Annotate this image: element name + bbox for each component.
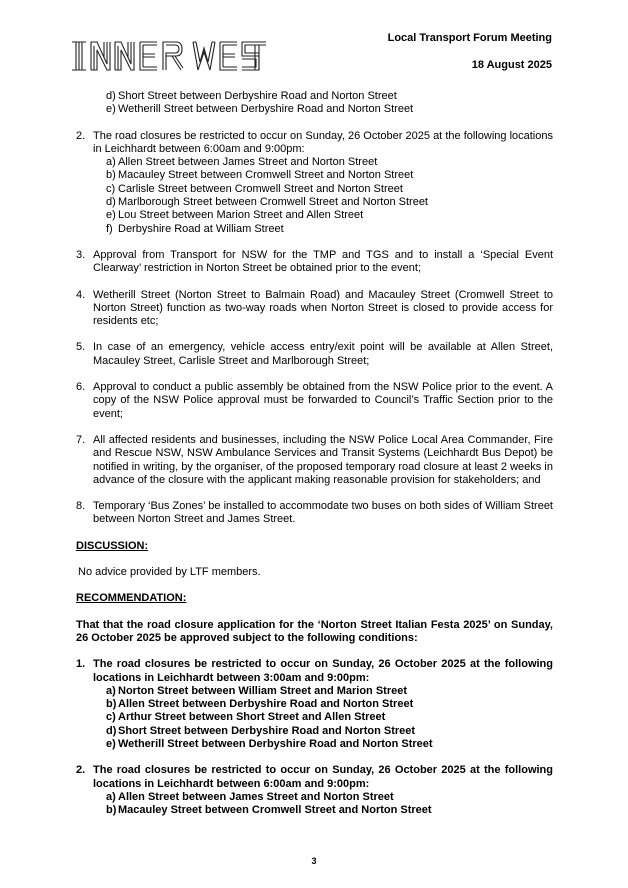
condition-item: 7. All affected residents and businesses, including the NSW Police Local Area Commander, Fire and Rescue NSW, NSW Ambulance Services and Transit Systems (Leichhardt Bus Depot) be notified in writing, by the organiser, of the proposed temporary road closure at least 2 weeks in advance of the closure with the applicant making reasonable provision for stakeholders; and	[76, 433, 553, 486]
list-item: a) Allen Street between James Street and Norton Street	[106, 156, 378, 169]
discussion-heading: DISCUSSION:	[76, 539, 149, 552]
condition-item: 8. Temporary ‘Bus Zones’ be installed to accommodate two buses on both sides of William Street between Norton Street and James Street.	[76, 500, 553, 526]
meeting-title: Local Transport Forum Meeting	[387, 32, 552, 44]
list-item: b) Allen Street between Derbyshire Road and Norton Street	[106, 698, 414, 711]
inner-west-logo	[71, 40, 267, 72]
recommendation-item: 1. The road closures be restricted to occur on Sunday, 26 October 2025 at the following locations in Leichhardt between 3:00am and 9:00pm:	[76, 658, 553, 684]
list-item: d) Marlborough Street between Cromwell Street and Norton Street	[106, 196, 428, 209]
recommendation-intro: That that the road closure application for the ‘Norton Street Italian Festa 2025’ on Sunday, 26 October 2025 be approved subject to the following conditions:	[76, 618, 553, 644]
document-body	[76, 90, 553, 817]
list-item: e) Wetherill Street between Derbyshire Road and Norton Street	[106, 737, 433, 750]
intro-sublist	[76, 90, 553, 117]
condition-item: 3. Approval from Transport for NSW for the TMP and TGS and to install a ‘Special Event Clearway’ restriction in Norton Street be obtained prior to the event;	[76, 248, 553, 275]
list-item: e) Lou Street between Marion Street and Allen Street	[106, 209, 364, 222]
recommendation-item: 2. The road closures be restricted to occur on Sunday, 26 October 2025 at the following locations in Leichhardt between 6:00am and 9:00pm:	[76, 764, 553, 790]
list-item: d) Short Street between Derbyshire Road and Norton Street	[106, 90, 397, 102]
recommendation-heading: RECOMMENDATION:	[76, 592, 187, 605]
list-item: f) Derbyshire Road at William Street	[106, 222, 284, 235]
logo-text: INNER WEST	[71, 40, 78, 41]
list-item: e) Wetherill Street between Derbyshire Road and Norton Street	[106, 103, 414, 116]
list-item: c) Arthur Street between Short Street and Allen Street	[106, 711, 386, 724]
condition-item: 6. Approval to conduct a public assembly be obtained from the NSW Police prior to the event. A copy of the NSW Police approval must be forwarded to Council’s Traffic Section prior to the event;	[76, 381, 553, 420]
list-item: b) Macauley Street between Cromwell Street and Norton Street	[106, 169, 414, 182]
list-item: d) Short Street between Derbyshire Road and Norton Street	[106, 724, 416, 737]
list-item: c) Carlisle Street between Cromwell Street and Norton Street	[106, 182, 403, 195]
page-number: 3	[311, 856, 317, 866]
meeting-date: 18 August 2025	[471, 59, 552, 71]
discussion-text: No advice provided by LTF members.	[78, 566, 261, 579]
list-item: a) Allen Street between James Street and Norton Street	[106, 790, 394, 803]
list-item: a) Norton Street between William Street and Marion Street	[106, 684, 408, 697]
list-item: b) Macauley Street between Cromwell Street and Norton Street	[106, 804, 432, 817]
condition-item: 2. The road closures be restricted to occur on Sunday, 26 October 2025 at the following locations in Leichhardt between 6:00am and 9:00pm:	[76, 129, 553, 155]
condition-item: 5. In case of an emergency, vehicle access entry/exit point will be available at Allen Street, Macauley Street, Carlisle Street and Marlborough Street;	[76, 341, 553, 367]
condition-item: 4. Wetherill Street (Norton Street to Balmain Road) and Macauley Street (Cromwell Street to Norton Street) function as two-way roads when Norton Street is closed to provide access for residents etc;	[76, 288, 553, 328]
